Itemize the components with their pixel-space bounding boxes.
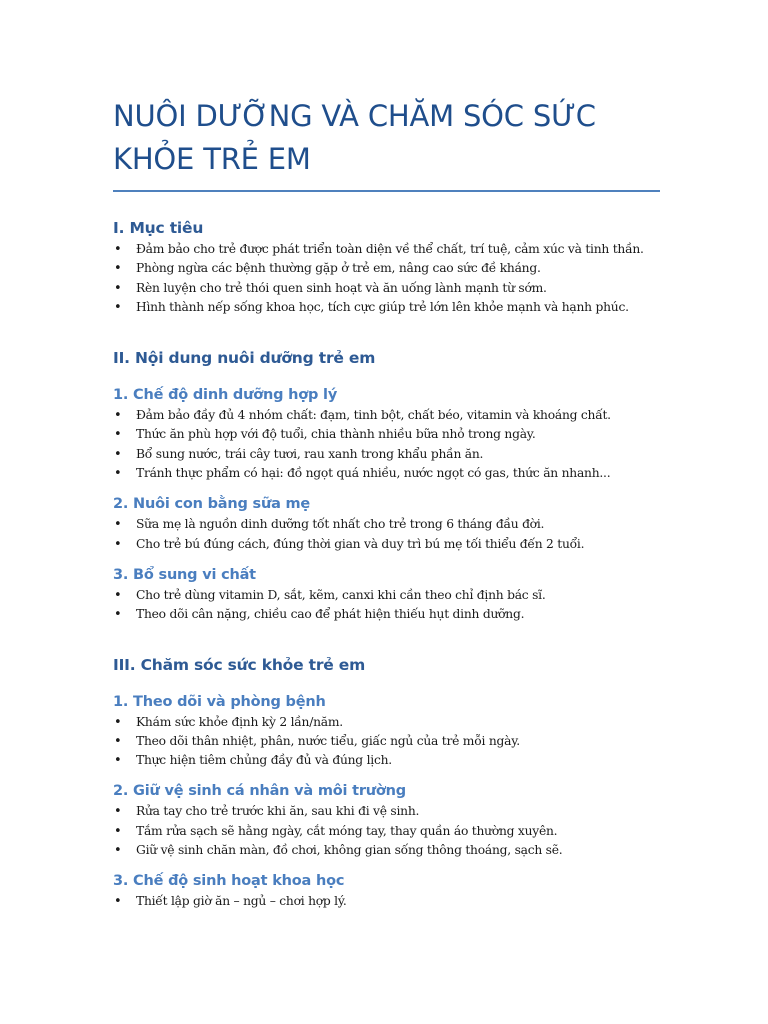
- list-item: • Đảm bảo cho trẻ được phát triển toàn diện về thể chất, trí tuệ, cảm xúc và tinh thần.: [113, 240, 658, 259]
- list-item: • Đảm bảo đầy đủ 4 nhóm chất: đạm, tinh bột, chất béo, vitamin và khoáng chất.: [113, 406, 658, 425]
- hygiene-list: [113, 802, 658, 860]
- objectives-list: [113, 240, 658, 317]
- micronutrients-list: [113, 586, 658, 625]
- section-heading-objectives: I. Mục tiêu: [113, 219, 204, 237]
- list-item: • Cho trẻ dùng vitamin D, sắt, kẽm, canxi khi cần theo chỉ định bác sĩ.: [113, 586, 658, 605]
- diet-list: [113, 406, 658, 483]
- list-item: • Hình thành nếp sống khoa học, tích cực giúp trẻ lớn lên khỏe mạnh và hạnh phúc.: [113, 298, 658, 317]
- list-item: • Sữa mẹ là nguồn dinh dưỡng tốt nhất cho trẻ trong 6 tháng đầu đời.: [113, 515, 658, 534]
- list-item: • Tắm rửa sạch sẽ hằng ngày, cắt móng tay, thay quần áo thường xuyên.: [113, 822, 658, 841]
- breastfeeding-list: [113, 515, 658, 554]
- subsection-heading-monitoring: 1. Theo dõi và phòng bệnh: [113, 693, 326, 710]
- list-item: • Giữ vệ sinh chăn màn, đồ chơi, không gian sống thông thoáng, sạch sẽ.: [113, 841, 658, 860]
- list-item: • Thực hiện tiêm chủng đầy đủ và đúng lịch.: [113, 751, 658, 770]
- subsection-heading-breastfeeding: 2. Nuôi con bằng sữa mẹ: [113, 496, 311, 513]
- list-item: • Rửa tay cho trẻ trước khi ăn, sau khi đi vệ sinh.: [113, 802, 658, 821]
- list-item: • Khám sức khỏe định kỳ 2 lần/năm.: [113, 713, 658, 732]
- subsection-heading-routine: 3. Chế độ sinh hoạt khoa học: [113, 873, 345, 890]
- list-item: • Rèn luyện cho trẻ thói quen sinh hoạt và ăn uống lành mạnh từ sớm.: [113, 279, 658, 298]
- section-heading-healthcare: III. Chăm sóc sức khỏe trẻ em: [113, 655, 366, 674]
- list-item: • Thiết lập giờ ăn – ngủ – chơi hợp lý.: [113, 892, 658, 911]
- subsection-heading-diet: 1. Chế độ dinh dưỡng hợp lý: [113, 387, 338, 404]
- routine-list: [113, 892, 658, 911]
- list-item: • Cho trẻ bú đúng cách, đúng thời gian và duy trì bú mẹ tối thiểu đến 2 tuổi.: [113, 535, 658, 554]
- list-item: • Phòng ngừa các bệnh thường gặp ở trẻ em, nâng cao sức đề kháng.: [113, 259, 658, 278]
- subsection-heading-hygiene: 2. Giữ vệ sinh cá nhân và môi trường: [113, 783, 406, 800]
- list-item: • Theo dõi cân nặng, chiều cao để phát hiện thiếu hụt dinh dưỡng.: [113, 605, 658, 624]
- list-item: • Bổ sung nước, trái cây tươi, rau xanh trong khẩu phần ăn.: [113, 445, 658, 464]
- title-underline: [113, 190, 660, 192]
- list-item: • Tránh thực phẩm có hại: đồ ngọt quá nhiều, nước ngọt có gas, thức ăn nhanh...: [113, 464, 658, 483]
- list-item: • Thức ăn phù hợp với độ tuổi, chia thành nhiều bữa nhỏ trong ngày.: [113, 425, 658, 444]
- subsection-heading-micronutrients: 3. Bổ sung vi chất: [113, 566, 256, 583]
- document-title: NUÔI DƯỠNG VÀ CHĂM SÓC SỨC KHỎE TRẺ EM: [113, 99, 596, 176]
- section-heading-nutrition: II. Nội dung nuôi dưỡng trẻ em: [113, 349, 376, 368]
- monitoring-list: [113, 713, 658, 771]
- list-item: • Theo dõi thân nhiệt, phân, nước tiểu, giấc ngủ của trẻ mỗi ngày.: [113, 732, 658, 751]
